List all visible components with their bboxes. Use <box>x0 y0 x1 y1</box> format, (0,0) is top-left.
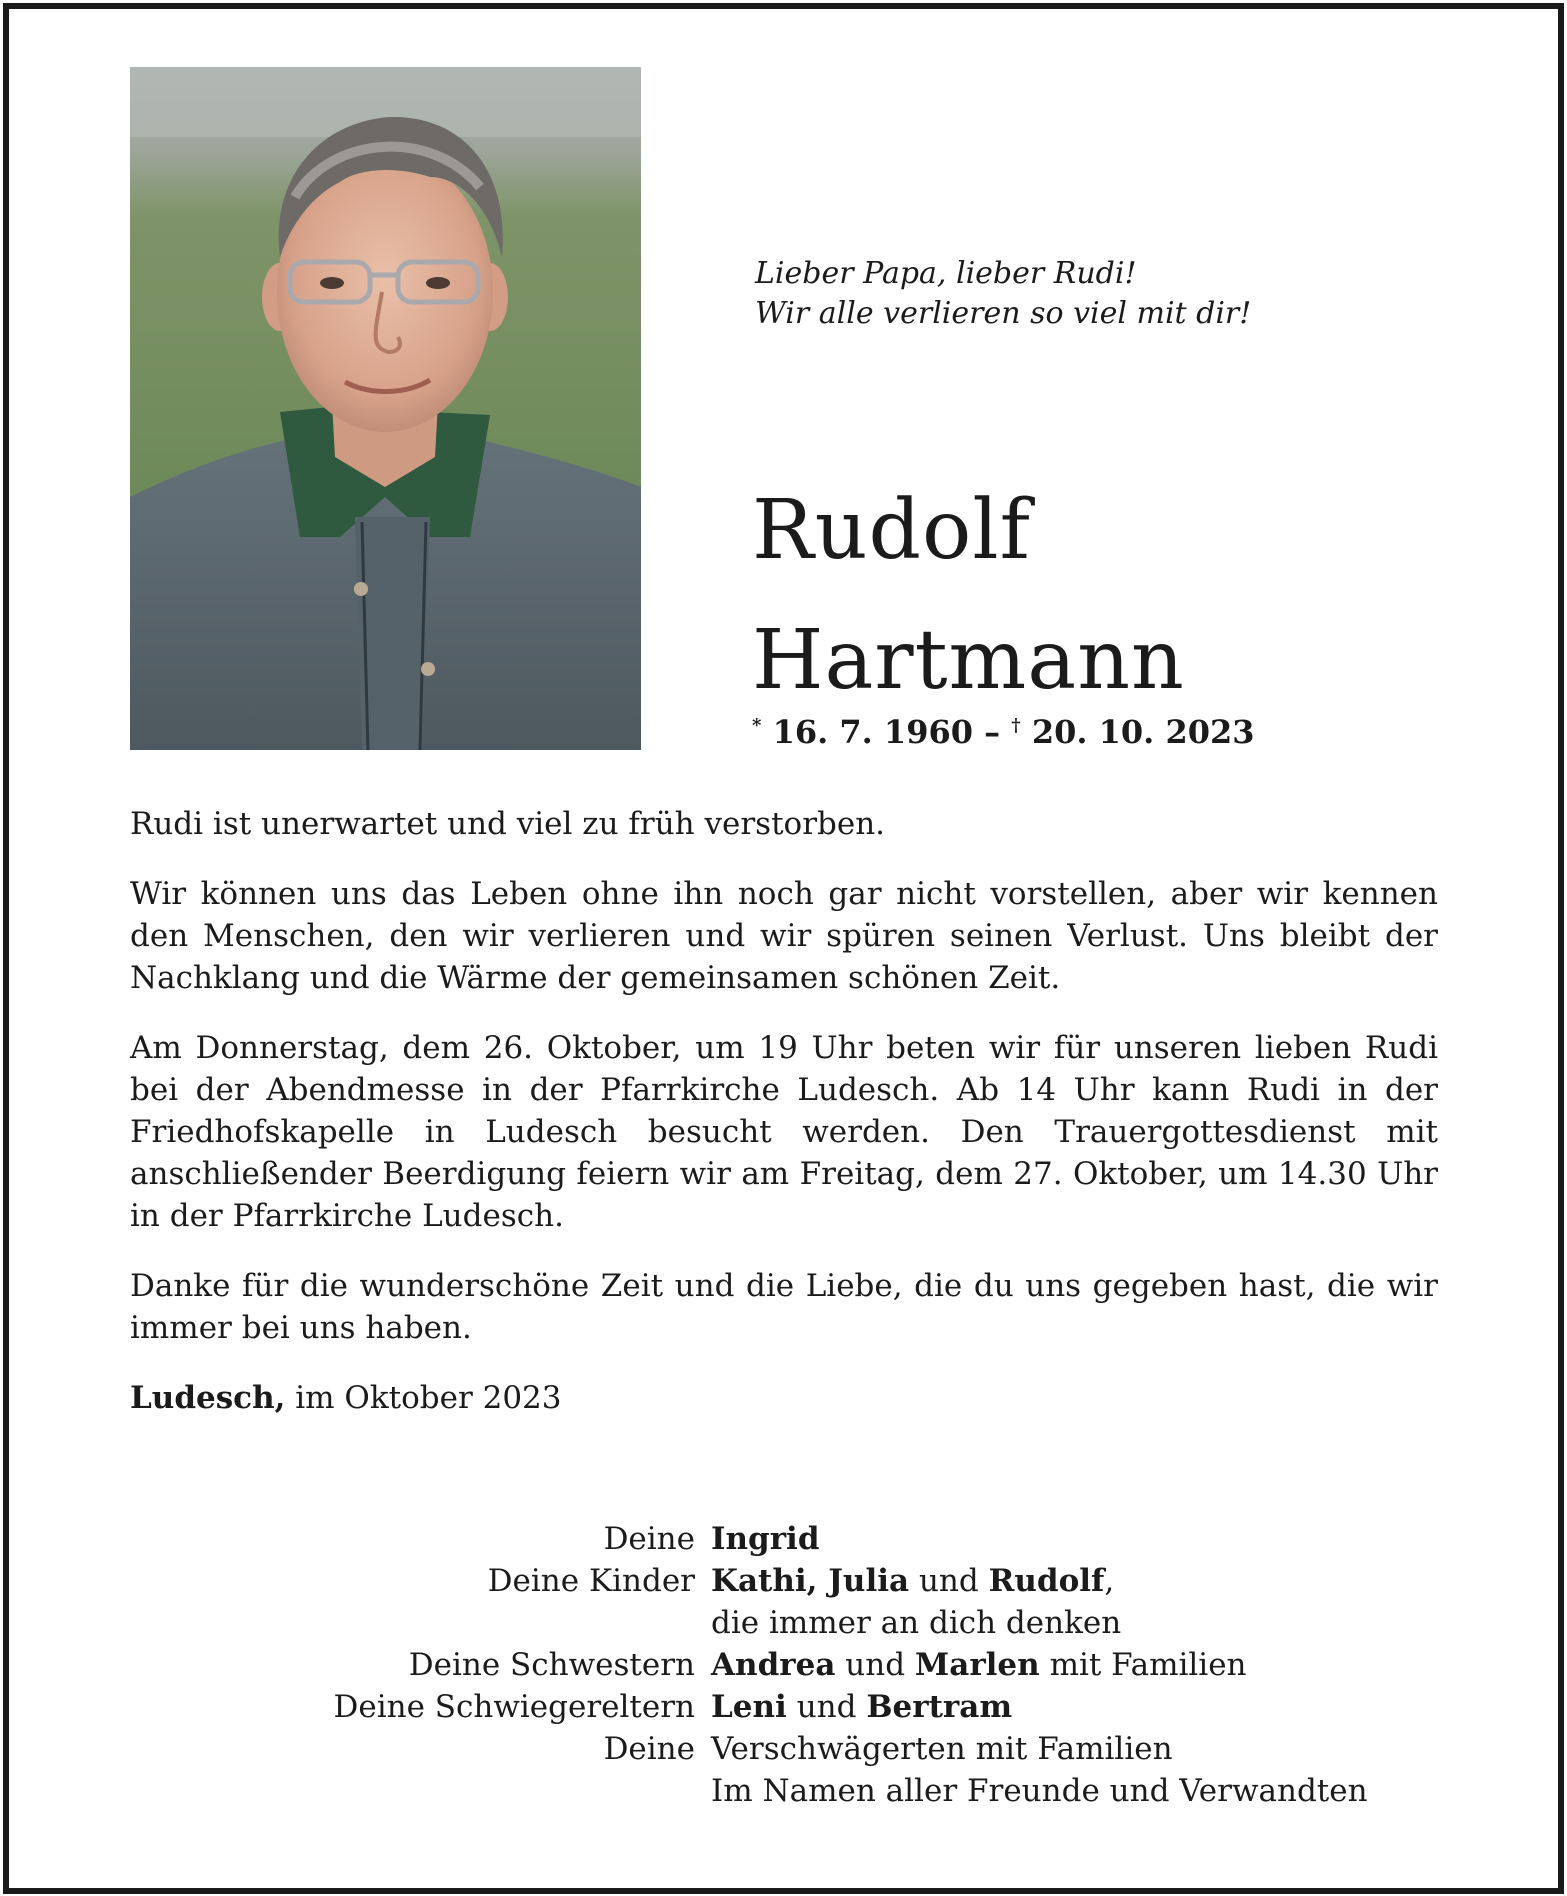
paragraph-4: Danke für die wunderschöne Zeit und die Liebe, die du uns gegeben hast, die wir immer bei uns haben. <box>130 1268 1438 1346</box>
last-name: Hartmann <box>752 613 1185 708</box>
mourner-row <box>130 1686 1440 1728</box>
death-date: 20. 10. 2023 <box>1031 713 1255 751</box>
paragraph-3: Am Donnerstag, dem 26. Oktober, um 19 Uhr beten wir für unseren lieben Rudi bei der Abendmesse in der Pfarrkirche Ludesch. Ab 14 Uhr kann Rudi in der Friedhofskapelle in Ludesch besucht werden. Den Trauergottesdienst mit anschließender Beerdigung feiern wir am Freitag, dem 27. Oktober, um 14.30 Uhr in der Pfarrkirche Ludesch. <box>130 1030 1438 1234</box>
date-separator: – <box>984 713 1001 751</box>
life-dates <box>752 713 1255 751</box>
mourner-name: Andrea <box>711 1647 836 1683</box>
paragraph-2: Wir können uns das Leben ohne ihn noch gar nicht vorstellen, aber wir kennen den Menschen, den wir verlieren und wir spüren seinen Verlust. Uns bleibt der Nachklang und die Wärme der gemeinsamen schönen Zeit. <box>130 876 1438 996</box>
mourner-name: Bertram <box>866 1689 1013 1725</box>
paragraph-1: Rudi ist unerwartet und viel zu früh verstorben. <box>130 806 886 842</box>
conjunction: und <box>796 1689 857 1725</box>
obituary-text <box>130 803 1438 1419</box>
conjunction: und <box>845 1647 906 1683</box>
mourner-label: Deine <box>603 1731 695 1767</box>
deceased-name <box>752 466 1185 726</box>
portrait-photo <box>130 67 641 750</box>
mourner-row <box>130 1518 1440 1560</box>
death-symbol: † <box>1011 715 1021 736</box>
mourners-list <box>130 1518 1440 1812</box>
place-date-text: im Oktober 2023 <box>295 1380 562 1416</box>
mourner-row <box>130 1770 1440 1812</box>
place-town: Ludesch, <box>130 1380 286 1416</box>
mourner-label: Deine Schwiegereltern <box>333 1689 695 1725</box>
mourner-label: Deine Kinder <box>487 1563 695 1599</box>
mourner-label <box>130 1602 711 1644</box>
birth-date: 16. 7. 1960 <box>772 713 973 751</box>
mourner-suffix: mit Familien <box>1049 1647 1247 1683</box>
birth-symbol: * <box>752 715 762 736</box>
place-date <box>130 1377 1438 1419</box>
conjunction: und <box>918 1563 979 1599</box>
mourner-label: Deine Schwestern <box>408 1647 695 1683</box>
mourner-row <box>130 1602 1440 1644</box>
mourner-row <box>130 1728 1440 1770</box>
mourner-label <box>130 1770 711 1812</box>
motto-line-1: Lieber Papa, lieber Rudi! <box>755 256 1137 291</box>
mourner-text: die immer an dich denken <box>711 1605 1122 1641</box>
first-name: Rudolf <box>752 483 1031 578</box>
motto-line-2: Wir alle verlieren so viel mit dir! <box>755 296 1252 331</box>
mourner-text: Im Namen aller Freunde und Verwandten <box>711 1773 1368 1809</box>
mourner-name: Marlen <box>914 1647 1040 1683</box>
mourner-row <box>130 1560 1440 1602</box>
mourner-name: Rudolf <box>988 1563 1105 1599</box>
portrait-illustration <box>130 67 641 750</box>
punctuation: , <box>1104 1563 1115 1599</box>
motto <box>755 254 1251 334</box>
mourner-label: Deine <box>603 1521 695 1557</box>
mourner-row <box>130 1644 1440 1686</box>
mourner-name: Kathi, Julia <box>711 1563 910 1599</box>
mourner-name: Ingrid <box>711 1521 820 1557</box>
mourner-name: Leni <box>711 1689 787 1725</box>
mourner-text: Verschwägerten mit Familien <box>711 1731 1173 1767</box>
